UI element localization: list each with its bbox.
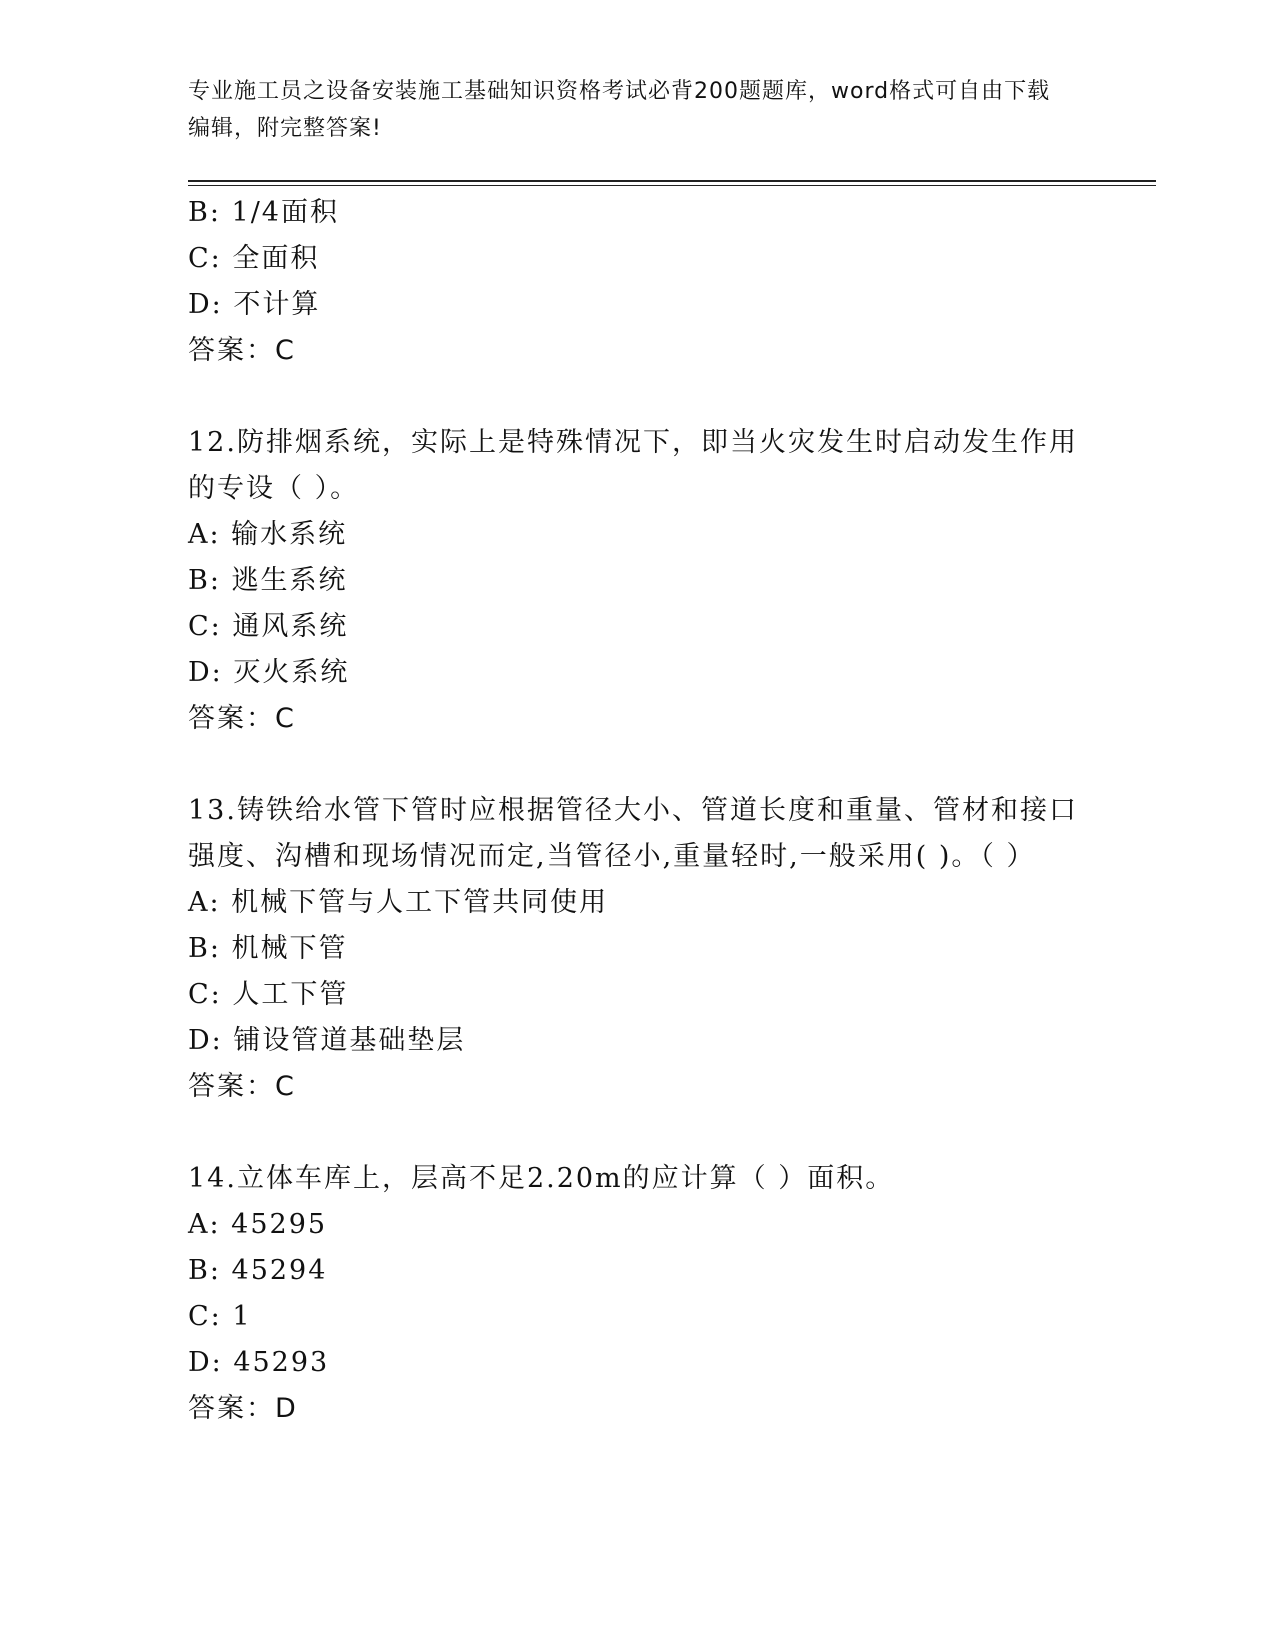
spacer xyxy=(188,1110,1088,1156)
option-c: C: 1 xyxy=(188,1301,252,1332)
header-rule-thin xyxy=(188,185,1156,186)
option-d: D: 不计算 xyxy=(188,289,321,320)
document-header xyxy=(188,73,1068,147)
option-d: D: 45293 xyxy=(188,1347,330,1378)
question-stem: 13.铸铁给水管下管时应根据管径大小、管道长度和重量、管材和接口强度、沟槽和现场情况而定,当管径小,重量轻时,一般采用( )。（ ） xyxy=(188,795,1078,872)
answer: 答案：C xyxy=(188,1071,296,1102)
answer: 答案：D xyxy=(188,1393,298,1424)
header-rule-thick xyxy=(188,180,1156,182)
option-c: C: 通风系统 xyxy=(188,611,349,642)
option-d: D: 铺设管道基础垫层 xyxy=(188,1025,466,1056)
option-b: B: 1/4面积 xyxy=(188,197,339,228)
question-stem: 14.立体车库上，层高不足2.20m的应计算（ ）面积。 xyxy=(188,1163,895,1194)
spacer xyxy=(188,742,1088,788)
question-12 xyxy=(188,420,1088,742)
question-13 xyxy=(188,788,1088,1110)
option-a: A: 机械下管与人工下管共同使用 xyxy=(188,887,609,918)
option-a: A: 输水系统 xyxy=(188,519,348,550)
spacer xyxy=(188,374,1088,420)
option-b: B: 逃生系统 xyxy=(188,565,348,596)
option-c: C: 人工下管 xyxy=(188,979,349,1010)
option-d: D: 灭火系统 xyxy=(188,657,350,688)
option-b: B: 45294 xyxy=(188,1255,328,1286)
option-a: A: 45295 xyxy=(188,1209,328,1240)
header-title: 专业施工员之设备安装施工基础知识资格考试必背200题题库，word格式可自由下载编辑，附完整答案! xyxy=(188,79,1051,141)
answer: 答案：C xyxy=(188,335,296,366)
question-11 xyxy=(188,190,1088,374)
answer: 答案：C xyxy=(188,703,296,734)
option-b: B: 机械下管 xyxy=(188,933,348,964)
question-stem: 12.防排烟系统，实际上是特殊情况下，即当火灾发生时启动发生作用的专设（ ）。 xyxy=(188,427,1078,504)
document-body xyxy=(188,190,1088,1432)
option-c: C: 全面积 xyxy=(188,243,320,274)
question-14 xyxy=(188,1156,1088,1432)
